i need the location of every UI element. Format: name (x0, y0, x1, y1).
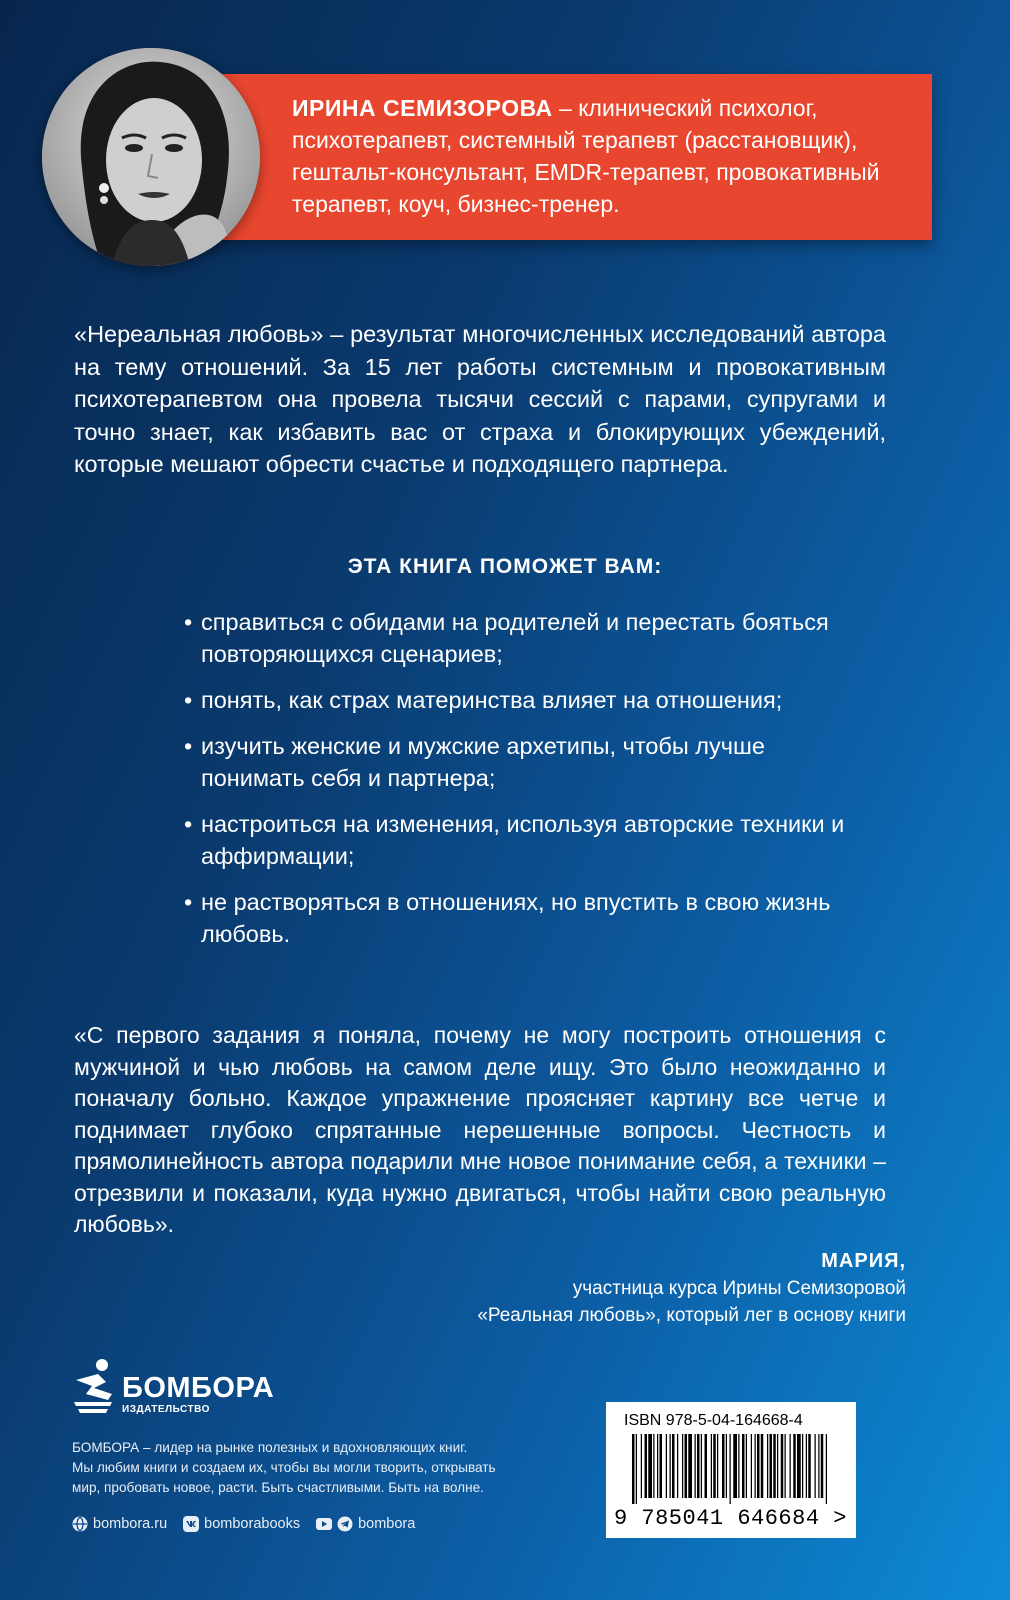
barcode-bar (632, 1434, 635, 1504)
barcode-bar (738, 1434, 739, 1498)
author-portrait (42, 48, 260, 266)
isbn-number: ISBN 978-5-04-164668-4 (624, 1412, 803, 1429)
social-telegram[interactable] (316, 1516, 415, 1532)
barcode-bar (726, 1434, 727, 1498)
barcode-bar (672, 1434, 675, 1498)
barcode-bar (808, 1434, 811, 1498)
barcode-bar (677, 1434, 678, 1498)
publisher-desc-line: БОМБОРА – лидер на рынке полезных и вдохновляющих книг. (72, 1440, 468, 1455)
social-label: bomborabooks (204, 1516, 301, 1532)
benefits-heading: ЭТА КНИГА ПОМОЖЕТ ВАМ: (347, 555, 663, 578)
barcode-bar (705, 1434, 708, 1498)
publisher-name: БОМБОРА (122, 1372, 275, 1404)
barcode-bar (790, 1434, 791, 1498)
barcode-bar (821, 1434, 824, 1498)
barcode-bar (722, 1434, 725, 1498)
social-website[interactable] (72, 1516, 167, 1532)
book-description: «Нереальная любовь» – результат многочисленных исследований автора на тему отношений. За 15 лет работы системным и провокативным психотерапевтом она провела тысячи сессий с парами, супругами и точно знает, как избавить вас от страха и блокирующих убеждений, которые мешают обрести счастье и подходящего партнера. (74, 321, 886, 477)
publisher-subtitle: ИЗДАТЕЛЬСТВО (122, 1404, 210, 1415)
benefit-item: • настроиться на изменения, используя авторские техники и аффирмации; (184, 808, 864, 872)
barcode-bar (701, 1434, 702, 1498)
author-banner (160, 74, 932, 240)
barcode-bar (648, 1434, 652, 1498)
publisher-description (72, 1438, 572, 1498)
benefit-item: • справиться с обидами на родителей и перестать бояться повторяющихся сценариев; (184, 606, 864, 670)
author-bio (292, 92, 912, 220)
barcode-bar (818, 1434, 819, 1498)
barcode-bar (751, 1434, 752, 1498)
telegram-icon (337, 1516, 353, 1532)
barcode-bar (806, 1434, 807, 1498)
barcode-bar (670, 1434, 671, 1498)
barcode-bar (742, 1434, 745, 1498)
barcode-bar (717, 1434, 718, 1498)
publisher-logo (72, 1358, 275, 1416)
barcode-bar (713, 1434, 716, 1498)
bombora-runner-icon (72, 1358, 118, 1416)
testimonial-signature (306, 1248, 906, 1329)
testimonial-author-course: «Реальная любовь», который лег в основу книги (477, 1305, 906, 1326)
barcode-bar (697, 1434, 700, 1498)
benefit-item: • изучить женские и мужские архетипы, чтобы лучше понимать себя и партнера; (184, 730, 864, 794)
barcode-bar (797, 1434, 801, 1498)
publisher-desc-line: мир, пробовать новое, расти. Быть счастливыми. Быть на волне. (72, 1480, 484, 1495)
benefits-list (184, 606, 864, 964)
barcode-bar (660, 1434, 663, 1498)
benefit-item: • понять, как страх материнства влияет на отношения; (184, 684, 864, 716)
reader-testimonial: «С первого задания я поняла, почему не могу построить отношения с мужчиной и чью любовь на самом деле ищу. Это было неожиданно и поначалу больно. Каждое упражнение проясняет картину все четче и поднимает глубоко спрятанные нерешенные вопросы. Честность и прямолинейность автора подарили мне новое понимание себя, а техники – отрезвили и показали, куда нужно двигаться, чтобы найти свою реальную любовь». (74, 1022, 886, 1237)
barcode-bar (785, 1434, 786, 1498)
barcode-bar (711, 1434, 712, 1498)
barcode-digits: 9 785041 646684 > (614, 1506, 847, 1531)
publisher-socials (72, 1516, 431, 1532)
barcode-bar (746, 1434, 747, 1498)
barcode-bar (682, 1434, 683, 1498)
barcode-bar (767, 1434, 768, 1498)
barcode-bar (755, 1434, 756, 1498)
isbn-barcode (606, 1402, 856, 1538)
barcode-bar (781, 1434, 784, 1498)
barcode-bar (793, 1434, 796, 1498)
benefit-item: • не растворяться в отношениях, но впустить в свою жизнь любовь. (184, 886, 864, 950)
barcode-bar (645, 1434, 648, 1498)
author-portrait-image (42, 48, 260, 266)
barcode-bar (636, 1434, 637, 1504)
barcode-bar (641, 1434, 642, 1498)
barcode-bar (688, 1434, 692, 1498)
testimonial-author: МАРИЯ, (821, 1250, 906, 1272)
barcode-bar (757, 1434, 760, 1498)
vk-icon (183, 1516, 199, 1532)
barcode-bars (618, 1434, 844, 1504)
barcode-bar (695, 1434, 696, 1498)
barcode-bar (653, 1434, 654, 1498)
social-label: bombora (358, 1516, 416, 1532)
barcode-bar (773, 1434, 776, 1498)
author-name: ИРИНА СЕМИЗОРОВА (292, 95, 553, 121)
barcode-bar (666, 1434, 667, 1498)
social-label: bombora.ru (93, 1516, 168, 1532)
barcode-bar (770, 1434, 773, 1498)
barcode-bar (733, 1434, 737, 1498)
youtube-icon (316, 1516, 332, 1532)
social-vk[interactable] (183, 1516, 300, 1532)
testimonial-author-role: участница курса Ирины Семизоровой (572, 1278, 906, 1299)
barcode-bar (761, 1434, 764, 1498)
globe-icon (72, 1516, 88, 1532)
barcode-bar (802, 1434, 803, 1498)
barcode-bar (657, 1434, 658, 1498)
barcode-bar (685, 1434, 688, 1498)
barcode-bar (777, 1434, 778, 1498)
publisher-desc-line: Мы любим книги и создаем их, чтобы вы могли творить, открывать (72, 1460, 496, 1475)
author-description: – клинический психолог, психотерапевт, системный терапевт (расстановщик), гештальт-консультант, EMDR-терапевт, провокативный терапевт, коуч, бизнес-тренер. (292, 95, 880, 217)
barcode-bar (826, 1434, 827, 1504)
barcode-bar (730, 1434, 731, 1504)
barcode-bar (815, 1434, 816, 1498)
